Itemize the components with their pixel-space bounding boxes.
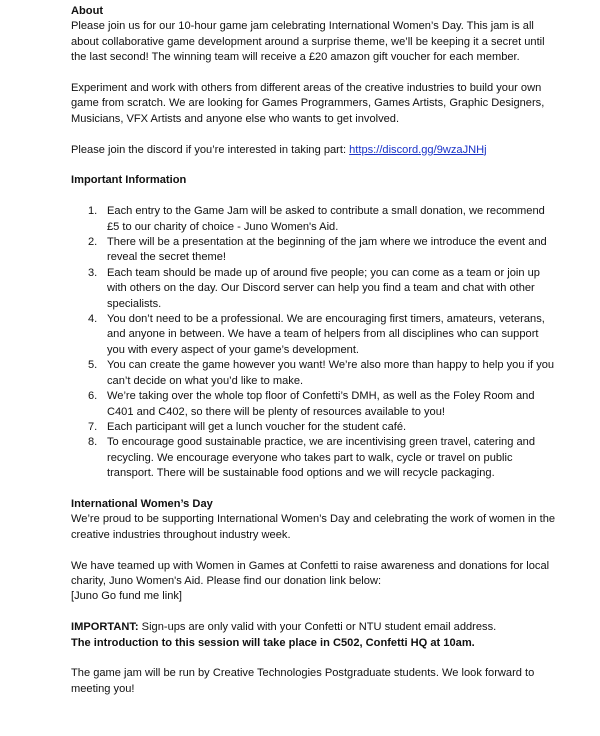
- list-item-text: To encourage good sustainable practice, we are incentivising green travel, catering and recycling. We encourage everyone who takes part to walk, cycle or travel on public transport. There will be sustainable food options and we will recycle packaging.: [107, 436, 535, 480]
- discord-text: Please join the discord if you’re interested in taking part:: [71, 143, 350, 156]
- iwd-paragraph-1: We’re proud to be supporting International Women’s Day and celebrating the work of women in the creative industries throughout industry week.: [71, 513, 556, 541]
- about-heading: About: [71, 5, 104, 17]
- important-notice: [71, 620, 557, 635]
- list-item: [71, 389, 557, 420]
- discord-paragraph: [71, 143, 557, 158]
- iwd-paragraph-2: We have teamed up with Women in Games at Confetti to raise awareness and donations for local charity, Juno Women's Aid. Please find our donation link below:: [71, 559, 550, 587]
- important-info-heading: Important Information: [71, 174, 187, 187]
- introduction-notice: The introduction to this session will take place in C502, Confetti HQ at 10am.: [71, 636, 475, 649]
- important-info-list: [71, 204, 557, 481]
- list-item-text: Each participant will get a lunch voucher for the student café.: [107, 420, 407, 433]
- list-item: [71, 204, 557, 235]
- closing-paragraph: The game jam will be run by Creative Technologies Postgraduate students. We look forward to meeting you!: [71, 667, 535, 695]
- iwd-heading: International Women’s Day: [71, 497, 213, 510]
- discord-link[interactable]: https://discord.gg/9wzaJNHj: [349, 143, 487, 156]
- list-item: [71, 312, 557, 358]
- about-paragraph-2: Experiment and work with others from different areas of the creative industries to build your own game from scratch. We are looking for Games Programmers, Games Artists, Graphic Designers, Musicians, VFX Artists and anyone else who wants to get involved.: [71, 82, 545, 125]
- list-item-number: 4.: [88, 313, 98, 326]
- list-item: [71, 266, 557, 312]
- list-item-number: 7.: [88, 420, 98, 433]
- document-page: [71, 4, 557, 697]
- important-text: Sign-ups are only valid with your Confetti or NTU student email address.: [138, 621, 497, 634]
- list-item-text: Each entry to the Game Jam will be asked to contribute a small donation, we recommend £5 to our charity of choice - Juno Women's Aid.: [107, 205, 545, 233]
- list-item-text: You don’t need to be a professional. We are encouraging first timers, amateurs, veterans, and anyone in between. We have a team of helpers from all disciplines who can support you with every aspect of your game’s development.: [107, 313, 545, 356]
- list-item: [71, 420, 557, 435]
- list-item-number: 5.: [88, 359, 98, 372]
- list-item-number: 1.: [88, 205, 98, 218]
- list-item-number: 8.: [88, 436, 98, 449]
- list-item-text: There will be a presentation at the beginning of the jam where we introduce the event and reveal the secret theme!: [107, 236, 547, 264]
- list-item-number: 6.: [88, 390, 98, 403]
- donation-link-placeholder: [Juno Go fund me link]: [71, 590, 182, 603]
- important-label: IMPORTANT:: [71, 621, 139, 634]
- list-item-number: 2.: [88, 236, 98, 249]
- list-item-text: You can create the game however you want! We’re also more than happy to help you if you can’t decide on what you’d like to make.: [107, 359, 555, 387]
- list-item-number: 3.: [88, 266, 98, 279]
- list-item-text: Each team should be made up of around five people; you can come as a team or join up with others on the day. Our Discord server can help you find a team and chat with other specialists.: [107, 266, 540, 310]
- list-item: [71, 235, 557, 266]
- list-item: [71, 358, 557, 389]
- about-paragraph-1: Please join us for our 10-hour game jam celebrating International Women’s Day. This jam is all about collaborative game development around a surprise theme, we’ll be keeping it a secret until the last second! The winning team will receive a £20 amazon gift voucher for each member.: [71, 20, 545, 64]
- list-item: [71, 435, 557, 481]
- list-item-text: We’re taking over the whole top floor of Confetti’s DMH, as well as the Foley Room and C401 and C402, so there will be plenty of resources available to you!: [107, 390, 535, 418]
